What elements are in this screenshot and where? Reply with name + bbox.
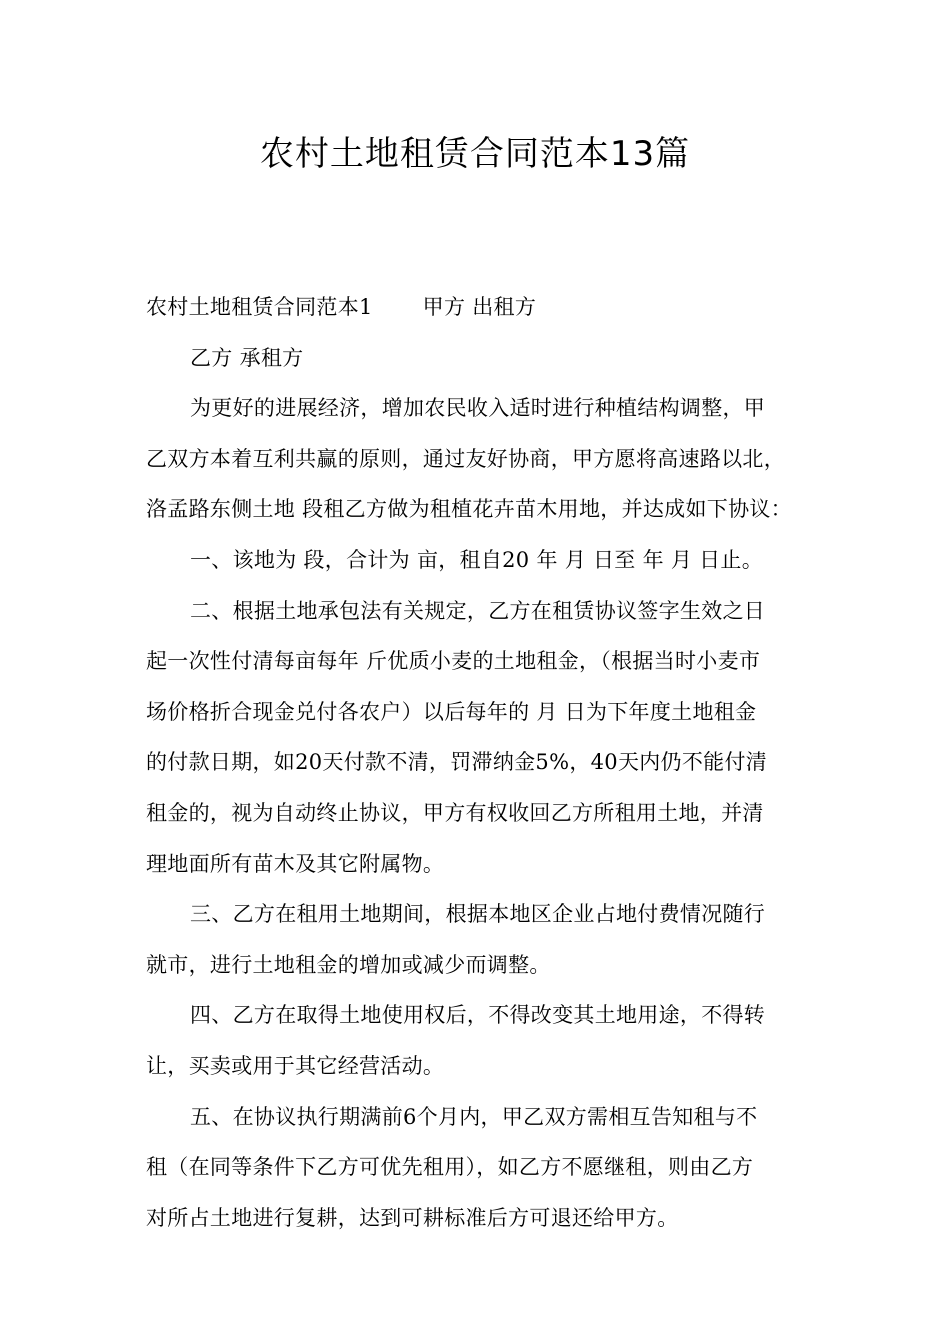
paragraph-line: 让，买卖或用于其它经营活动。 bbox=[146, 1053, 445, 1078]
paragraph-line: 租（在同等条件下乙方可优先租用），如乙方不愿继租，则由乙方 bbox=[146, 1155, 754, 1180]
paragraph-line: 四、乙方在取得土地使用权后，不得改变其土地用途，不得转 bbox=[190, 1003, 766, 1028]
paragraph-line: 起一次性付清每亩每年 斤优质小麦的土地租金，（根据当时小麦市 bbox=[146, 649, 761, 674]
paragraph-line: 对所占土地进行复耕，达到可耕标准后方可退还给甲方。 bbox=[146, 1205, 679, 1230]
paragraph-intro bbox=[146, 383, 826, 535]
clause-5 bbox=[146, 1092, 826, 1244]
paragraph-line: 租金的，视为自动终止协议，甲方有权收回乙方所租用土地，并清 bbox=[146, 800, 764, 825]
paragraph-line: 理地面所有苗木及其它附属物。 bbox=[146, 851, 445, 876]
paragraph-line: 洛孟路东侧土地 段租乙方做为租植花卉苗木用地，并达成如下协议： bbox=[146, 497, 792, 522]
party-a-label: 甲方 出租方 bbox=[422, 295, 537, 319]
section-label: 农村土地租赁合同范本1 bbox=[146, 295, 373, 319]
paragraph-line: 的付款日期，如20天付款不清，罚滞纳金5%，40天内仍不能付清 bbox=[146, 750, 768, 775]
heading-line bbox=[146, 282, 826, 333]
paragraph-line: 一、该地为 段，合计为 亩，租自20 年 月 日至 年 月 日止。 bbox=[190, 547, 764, 572]
clause-4 bbox=[146, 990, 826, 1091]
paragraph-line: 乙双方本着互利共赢的原则，通过友好协商，甲方愿将高速路以北， bbox=[146, 446, 785, 471]
clause-3 bbox=[146, 889, 826, 990]
document-body bbox=[146, 282, 826, 1243]
clause-1 bbox=[146, 535, 826, 586]
paragraph-line: 二、根据土地承包法有关规定，乙方在租赁协议签字生效之日 bbox=[190, 598, 766, 623]
paragraph-line: 就市，进行土地租金的增加或减少而调整。 bbox=[146, 952, 551, 977]
paragraph-line: 场价格折合现金兑付各农户）以后每年的 月 日为下年度土地租金 bbox=[146, 699, 757, 724]
paragraph-line: 五、在协议执行期满前6个月内，甲乙双方需相互告知租与不 bbox=[190, 1104, 758, 1129]
paragraph-line: 三、乙方在租用土地期间，根据本地区企业占地付费情况随行 bbox=[190, 902, 766, 927]
clause-2 bbox=[146, 586, 826, 890]
party-b-label: 乙方 承租方 bbox=[190, 345, 304, 370]
paragraph-line: 为更好的进展经济，增加农民收入适时进行种植结构调整，甲 bbox=[190, 396, 766, 421]
document-title: 农村土地租赁合同范本13篇 bbox=[259, 134, 691, 174]
